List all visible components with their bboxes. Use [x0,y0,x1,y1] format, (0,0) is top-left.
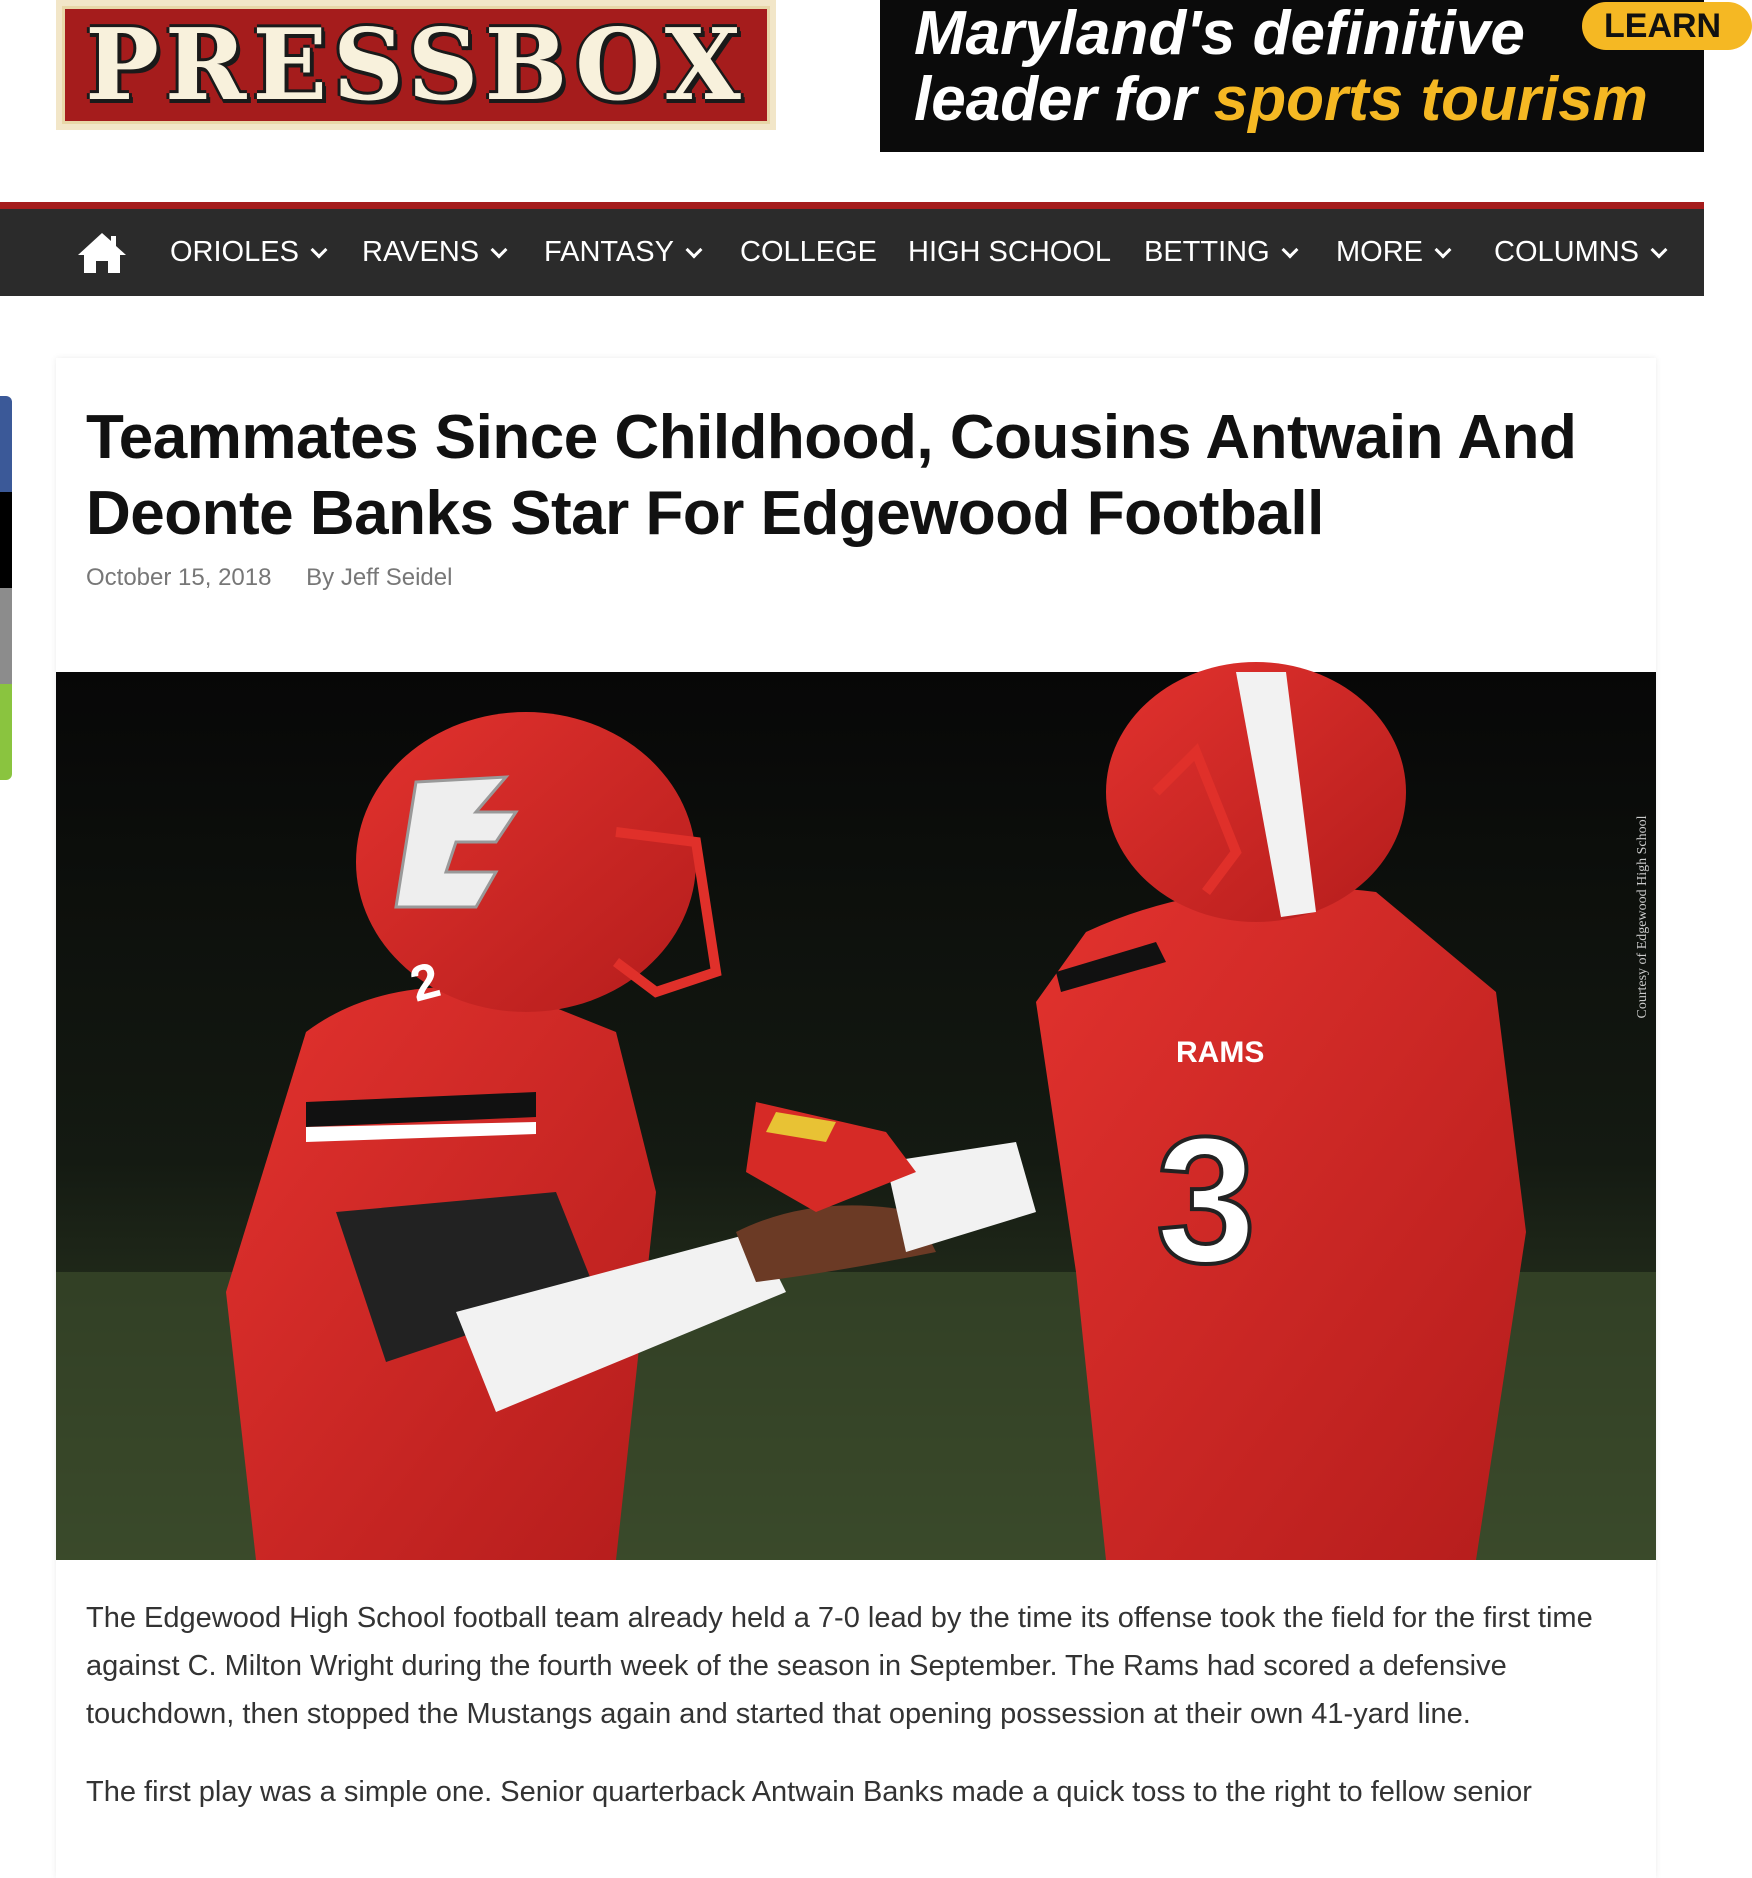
chevron-down-icon [686,241,703,258]
social-share-rail [0,396,12,780]
right-jersey-text: RAMS [1176,1036,1265,1069]
x-share-icon[interactable] [0,492,12,588]
nav-item-more[interactable] [1336,209,1449,296]
facebook-share-icon[interactable] [0,396,12,492]
home-icon[interactable] [76,231,128,275]
article-body [86,1594,1636,1846]
article-paragraph: The first play was a simple one. Senior quarterback Antwain Banks made a quick toss to the right to fellow senior [86,1776,1532,1808]
nav-item-label: BETTING [1144,236,1270,268]
ad-line2-highlight: sports tourism [1213,65,1648,134]
nav-item-high-school[interactable] [908,209,1111,296]
email-share-icon[interactable] [0,588,12,684]
nav-item-orioles[interactable] [170,209,325,296]
article-byline[interactable]: By Jeff Seidel [306,564,453,591]
chevron-down-icon [491,241,508,258]
nav-item-columns[interactable] [1494,209,1665,296]
chevron-down-icon [1435,241,1452,258]
article-meta [86,564,480,592]
logo-plate [62,6,770,124]
nav-item-label: RAVENS [362,236,480,268]
article-title: Teammates Since Childhood, Cousins Antwain And Deonte Banks Star For Edgewood Football [86,403,1577,548]
header-ad-banner[interactable] [880,0,1722,152]
pressbox-logo[interactable] [56,0,776,130]
ad-learn-button[interactable]: LEARN [1582,2,1752,50]
share-more-icon[interactable] [0,684,12,780]
main-nav [0,202,1704,296]
left-jersey-number: 2 [404,951,446,1013]
article-date: October 15, 2018 [86,564,272,591]
logo-text: PRESSBOX [85,7,747,123]
nav-item-fantasy[interactable] [544,209,700,296]
photo-credit: Courtesy of Edgewood High School [1635,815,1650,1019]
nav-item-label: COLLEGE [740,236,877,268]
nav-item-label: FANTASY [544,236,674,268]
ad-headline-line1: Maryland's definitive [914,0,1525,68]
nav-item-label: ORIOLES [170,236,299,268]
chevron-down-icon [1651,241,1668,258]
ad-line2-prefix: leader for [914,65,1214,134]
nav-item-ravens[interactable] [362,209,505,296]
article-paragraph: The Edgewood High School football team already held a 7-0 lead by the time its offense took the field for the first time against C. Milton Wright during the fourth week of the season in September. The Rams had scored a defensive touchdown, then stopped the Mustangs again and started that opening possession at their own 41-yard line. [86,1602,1593,1730]
article-hero-image [56,672,1656,1560]
football-players-photo [56,672,1656,1560]
chevron-down-icon [1281,241,1298,258]
nav-item-label: COLUMNS [1494,236,1640,268]
nav-item-label: MORE [1336,236,1423,268]
nav-item-college[interactable] [740,209,877,296]
nav-item-betting[interactable] [1144,209,1296,296]
right-jersey-number: 3 [1156,1100,1257,1301]
nav-item-label: HIGH SCHOOL [908,236,1112,268]
ad-headline-line2 [914,64,1648,135]
chevron-down-icon [310,241,327,258]
